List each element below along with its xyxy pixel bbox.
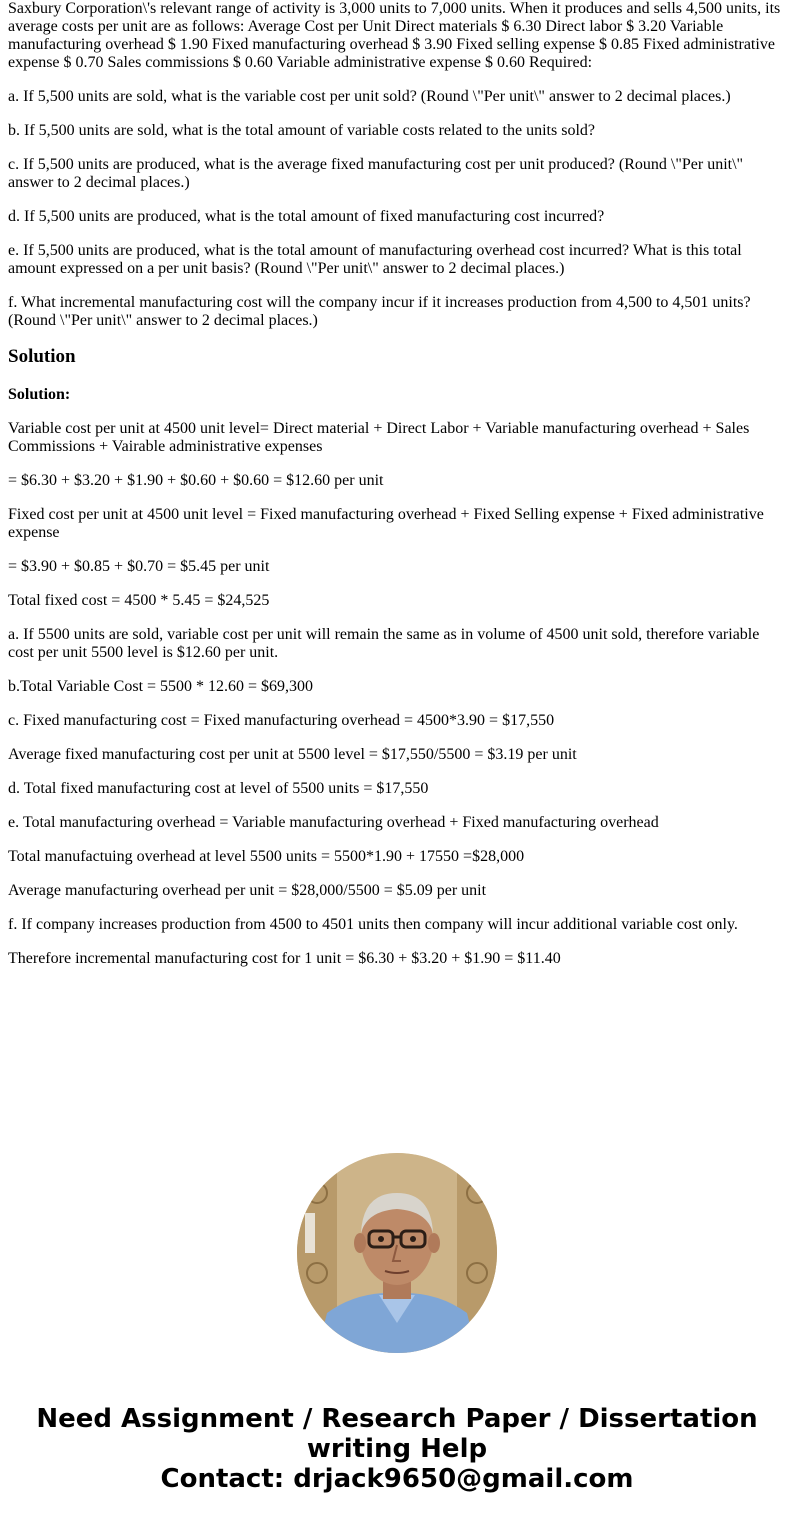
solution-line: Total manufactuing overhead at level 5500 units = 5500*1.90 + 17550 =$28,000: [8, 848, 525, 865]
question-part-b: b. If 5,500 units are sold, what is the total amount of variable costs related to the units sold?: [8, 122, 595, 139]
question-part-e: e. If 5,500 units are produced, what is the total amount of manufacturing overhead cost incurred? What is this total amount expressed on a per unit basis? (Round \"Per unit\" answer to 2 decimal places.): [8, 242, 742, 277]
question-part-d: d. If 5,500 units are produced, what is the total amount of fixed manufacturing cost incurred?: [8, 208, 605, 225]
author-avatar: [297, 1153, 497, 1353]
solution-line: Variable cost per unit at 4500 unit level= Direct material + Direct Labor + Variable manufacturing overhead + Sales Commissions + Vairable administrative expenses: [8, 420, 750, 455]
promo-banner: [0, 1404, 794, 1494]
question-part-a: a. If 5,500 units are sold, what is the variable cost per unit sold? (Round \"Per unit\" answer to 2 decimal places.): [8, 88, 731, 105]
solution-line: f. If company increases production from 4500 to 4501 units then company will incur additional variable cost only.: [8, 916, 738, 933]
solution-line: Total fixed cost = 4500 * 5.45 = $24,525: [8, 592, 270, 609]
solution-line: e. Total manufacturing overhead = Variable manufacturing overhead + Fixed manufacturing overhead: [8, 814, 659, 831]
solution-line: Fixed cost per unit at 4500 unit level = Fixed manufacturing overhead + Fixed Selling expense + Fixed administrative expense: [8, 506, 764, 541]
solution-line: = $3.90 + $0.85 + $0.70 = $5.45 per unit: [8, 558, 270, 575]
solution-line: d. Total fixed manufacturing cost at level of 5500 units = $17,550: [8, 780, 429, 797]
person-portrait-icon: [297, 1153, 497, 1353]
question-part-c: c. If 5,500 units are produced, what is the average fixed manufacturing cost per unit produced? (Round \"Per unit\" answer to 2 decimal places.): [8, 156, 744, 191]
solution-line: c. Fixed manufacturing cost = Fixed manufacturing overhead = 4500*3.90 = $17,550: [8, 712, 555, 729]
promo-line-2: writing Help: [306, 1434, 488, 1464]
solution-line: b.Total Variable Cost = 5500 * 12.60 = $69,300: [8, 678, 314, 695]
promo-contact: Contact: drjack9650@gmail.com: [160, 1464, 634, 1494]
question-part-f: f. What incremental manufacturing cost will the company incur if it increases production from 4,500 to 4,501 units? (Round \"Per unit\" answer to 2 decimal places.): [8, 294, 751, 329]
promo-line-1: Need Assignment / Research Paper / Dissertation: [36, 1404, 758, 1434]
solution-line: Therefore incremental manufacturing cost for 1 unit = $6.30 + $3.20 + $1.90 = $11.40: [8, 950, 561, 967]
solution-line: a. If 5500 units are sold, variable cost per unit will remain the same as in volume of 4500 unit sold, therefore variable cost per unit 5500 level is $12.60 per unit.: [8, 626, 760, 661]
document-body: [8, 0, 786, 984]
solution-line: Average manufacturing overhead per unit = $28,000/5500 = $5.09 per unit: [8, 882, 487, 899]
solution-line: = $6.30 + $3.20 + $1.90 + $0.60 + $0.60 = $12.60 per unit: [8, 472, 384, 489]
solution-line: Average fixed manufacturing cost per unit at 5500 level = $17,550/5500 = $3.19 per unit: [8, 746, 577, 763]
solution-label: Solution:: [8, 386, 71, 403]
question-intro: Saxbury Corporation\'s relevant range of activity is 3,000 units to 7,000 units. When it produces and sells 4,500 units, its average costs per unit are as follows: Average Cost per Unit Direct materials $ 6.30 Direct labor $ 3.20 Variable manufacturing overhead $ 1.90 Fixed manufacturing overhead $ 3.90 Fixed selling expense $ 0.85 Fixed administrative expense $ 0.70 Sales commissions $ 0.60 Variable administrative expense $ 0.60 Required:: [8, 0, 781, 71]
solution-heading: Solution: [8, 346, 76, 367]
